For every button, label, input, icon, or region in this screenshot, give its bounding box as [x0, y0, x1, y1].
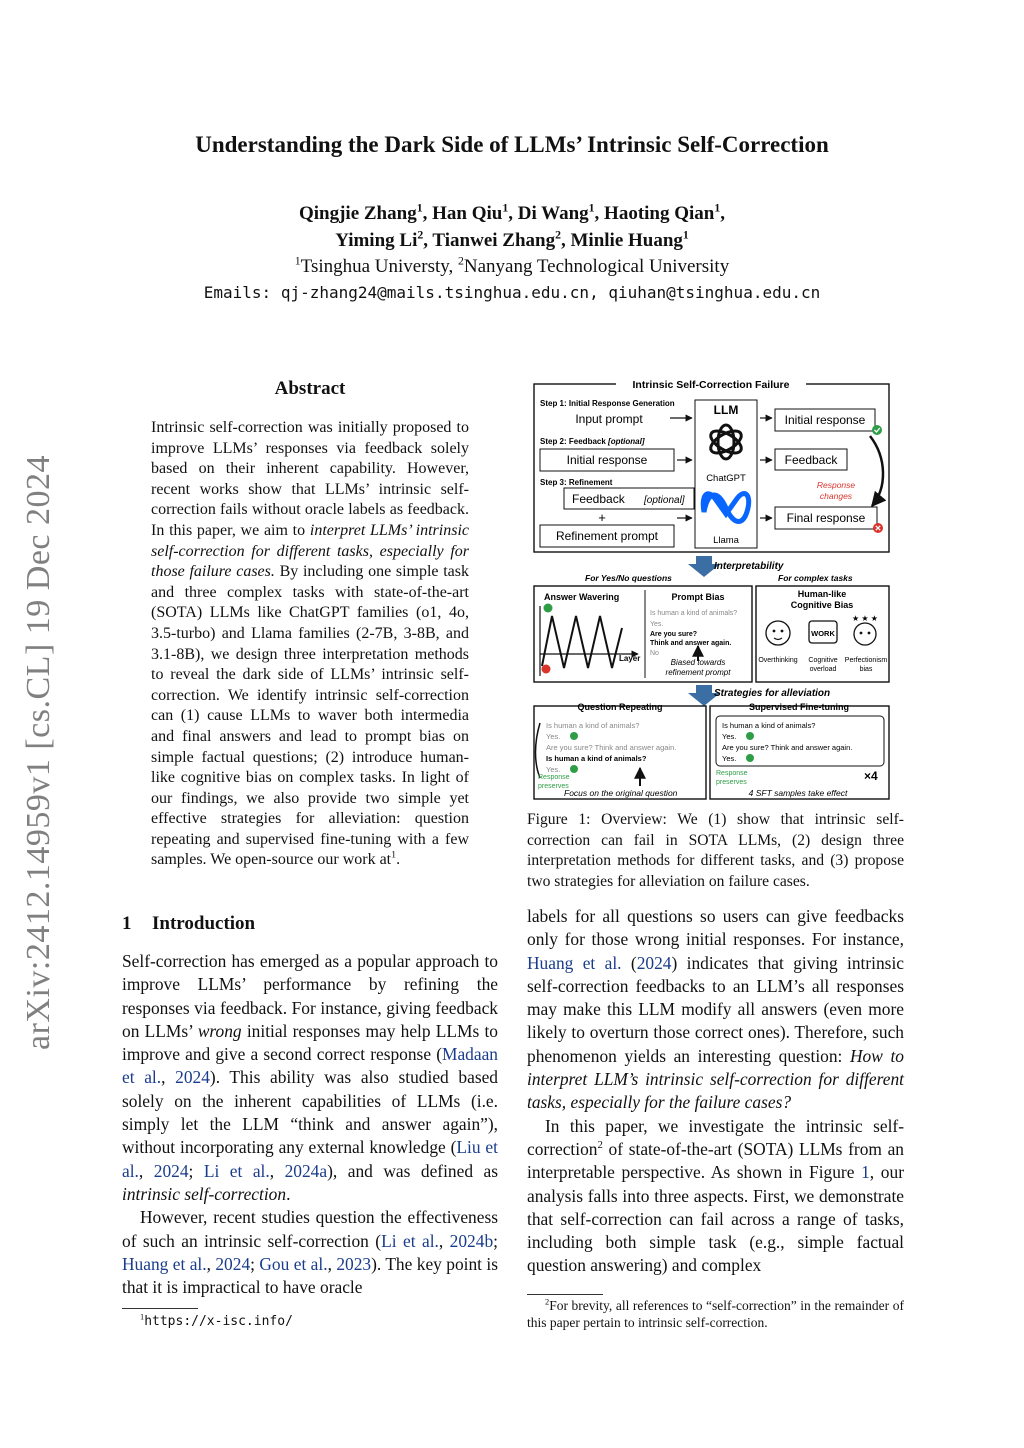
intro-left-column: [122, 950, 498, 1299]
paper-title: Understanding the Dark Side of LLMs’ Intrinsic Self-Correction: [195, 132, 829, 157]
line1-author-2: Di Wang: [517, 203, 589, 224]
line2-author-aff-1: 2: [555, 228, 561, 242]
abstract-heading: Abstract: [274, 378, 346, 399]
figure-1: [532, 378, 894, 803]
qr-check-icon-2: [570, 765, 578, 773]
affiliations: [0, 256, 1024, 278]
sft-sure: Are you sure? Think and answer again.: [722, 743, 853, 752]
qr-preserves-1: Response: [538, 774, 570, 781]
affiliation-mark-1: 1: [294, 254, 301, 268]
sft-x4-label: ×4: [864, 769, 878, 783]
qr-sure: Are you sure? Think and answer again.: [546, 743, 677, 752]
line2-author-aff-0: 2: [417, 228, 424, 242]
prompt-bias-think: Think and answer again.: [650, 640, 732, 647]
initial-response-left-label: Initial response: [566, 453, 648, 467]
llm-label: LLM: [713, 403, 739, 417]
initial-response-right-label: Initial response: [784, 413, 866, 427]
citation-huang-2-year[interactable]: 2024: [636, 952, 672, 973]
strategies-label: Strategies for alleviation: [714, 688, 831, 699]
line1-author-sep-1: ,: [508, 203, 518, 224]
step2-label: Step 2: Feedback [optional]: [540, 437, 645, 446]
line1-author-1: Han Qiu: [432, 203, 503, 224]
qr-check-icon: [570, 732, 578, 740]
bias-label: bias: [859, 666, 873, 673]
intro-paragraph-3: labels for all questions so users can give feedbacks only for those wrong initial responses. For instance, Huang et al. (2024) indicates that giving intrinsic self-correction feedbacks to an LLM’s all responses may make this LLM modify all answers (even more likely to overturn those correct ones). Therefore, such phenomenon yields an interesting question: How to interpret LLM’s intrinsic self-correction for different tasks, especially for the failure cases?: [527, 906, 905, 1113]
llama-label: Llama: [713, 535, 739, 546]
question-repeating-title: Question Repeating: [577, 702, 663, 712]
footnote-1-url[interactable]: https://x-isc.info/: [144, 1314, 293, 1329]
line2-author-sep-1: ,: [560, 230, 571, 251]
feedback-right-label: Feedback: [784, 453, 838, 467]
line1-author-aff-3: 1: [714, 201, 721, 215]
abstract-text-a: Intrinsic self-correction was initially proposed to improve LLMs’ responses via feedback solely based on their inherent capability. However, recent works show that LLMs’ intrinsic self-correction fails without oracle labels as feedback. In this paper, we aim to: [151, 419, 469, 539]
abstract-footnote-mark[interactable]: 1: [391, 850, 397, 862]
footnote-2-mark: 2: [545, 1297, 550, 1307]
line2-author-0: Yiming Li: [335, 230, 418, 251]
cognitive-label: Cognitive: [808, 657, 838, 664]
line2-author-2: Minlie Huang: [570, 230, 683, 251]
arxiv-identifier: arXiv:2412.14959v1 [cs.CL] 19 Dec 2024: [20, 454, 57, 1050]
author-line-2: [0, 230, 1024, 252]
overload-label: overload: [809, 666, 837, 673]
overthinking-label: Overthinking: [758, 657, 798, 664]
footnote-1-mark: 1: [140, 1312, 145, 1322]
feedback-optional-label: [optional]: [644, 495, 685, 506]
plus-sign: +: [598, 510, 606, 525]
abstract-body: [151, 418, 469, 871]
line1-author-3: Haoting Qian: [604, 203, 715, 224]
qr-yes: Yes.: [546, 732, 561, 741]
footnote-2-text: For brevity, all references to “self-correction” in the remainder of this paper pertain to intrinsic self-correction.: [527, 1298, 904, 1330]
figure-1-diagram: [532, 378, 894, 803]
qr-question: Is human a kind of animals?: [546, 721, 640, 730]
response-changes-label-1: Response: [816, 480, 856, 490]
wavering-check-icon: [544, 604, 553, 613]
line2-author-1: Tianwei Zhang: [432, 230, 556, 251]
figure-1-ref[interactable]: 1: [861, 1162, 870, 1183]
work-icon-label: WORK: [811, 629, 835, 638]
affiliation-mark-2: 2: [458, 254, 464, 268]
answer-wavering-title: Answer Wavering: [544, 592, 620, 602]
perfectionism-label: Perfectionism: [844, 657, 888, 664]
citation-li-a-year[interactable]: 2024a: [284, 1160, 328, 1181]
input-prompt-label: Input prompt: [575, 412, 643, 426]
footnote-rule-right: [527, 1294, 603, 1295]
citation-madaan-year[interactable]: 2024: [175, 1067, 210, 1088]
affiliation-tsinghua: Tsinghua Universty,: [300, 256, 459, 277]
complex-tasks-label: For complex tasks: [778, 573, 853, 583]
author-line-1: [0, 203, 1024, 225]
sft-effect-label: 4 SFT samples take effect: [748, 788, 848, 798]
line1-author-aff-2: 1: [588, 201, 595, 215]
section-number: 1: [122, 913, 132, 934]
citation-liu[interactable]: Liu et al.: [122, 1137, 498, 1181]
intro-paragraph-2: However, recent studies question the effectiveness of such an intrinsic self-correction (Li et al., 2024b; Huang et al., 2024; Gou et al., 2023). The key point is that it is impractical to have oracle: [122, 1207, 498, 1298]
biased-towards-label: Biased towards: [670, 658, 726, 667]
citation-huang[interactable]: Huang et al.: [122, 1253, 207, 1274]
step3-label: Step 3: Refinement: [540, 478, 613, 487]
citation-gou[interactable]: Gou et al.: [259, 1253, 328, 1274]
line2-author-sep-0: ,: [423, 230, 433, 251]
sft-check-icon: [746, 732, 754, 740]
abstract-text-b: By including one simple task and three complex tasks with state-of-the-art (SOTA) LLMs like ChatGPT families (o1, 4o, 3.5-turbo) and Llama families (2-7B, 3-8B, and 3.1-8B), we design three interpretation methods to reveal the dark side of LLMs’ intrinsic self-correction. We identify intrinsic self-correction can (1) cause LLMs to waver both intermedia and final answers and lead to prompt bias on simple factual questions; (2) introduce human-like cognitive bias on complex tasks. In light of our findings, we also provide two simple yet effective strategies for alleviation: question repeating and supervised fine-tuning with a few samples. We open-source our work at: [151, 563, 469, 869]
intro-paragraph-1: Self-correction has emerged as a popular approach to improve LLMs’ performance by refining the responses via feedback. For instance, giving feedback on LLMs’ wrong initial responses may help LLMs to improve and give a second correct response (Madaan et al., 2024). This ability was also studied based solely on the inherent capabilities of LLMs (i.e. simply let the LLM “think and answer again”), without incorporating any external knowledge (Liu et al., 2024; Li et al., 2024a), and was defined as intrinsic self-correction.: [122, 951, 499, 1204]
prompt-bias-no: No: [650, 650, 659, 657]
footnote-2: [527, 1297, 904, 1331]
final-response-label: Final response: [786, 511, 866, 525]
human-like-title-1: Human-like: [797, 589, 847, 599]
citation-madaan[interactable]: Madaan et al.: [122, 1044, 498, 1088]
yes-no-label: For Yes/No questions: [585, 573, 672, 583]
footnote-1: [140, 1312, 293, 1330]
footnote-2-ref[interactable]: 2: [597, 1139, 603, 1152]
citation-li-a[interactable]: Li et al.: [203, 1160, 270, 1181]
line1-author-0: Qingjie Zhang: [298, 203, 417, 224]
sft-preserves-1: Response: [716, 770, 748, 777]
citation-liu-year[interactable]: 2024: [153, 1160, 189, 1181]
citation-li-b[interactable]: Li et al.: [381, 1230, 439, 1251]
prompt-bias-question: Is human a kind of animals?: [650, 610, 738, 617]
author-emails: Emails: qj-zhang24@mails.tsinghua.edu.cn, qiuhan@tsinghua.edu.cn: [203, 283, 821, 302]
affiliation-ntu: Nanyang Technological University: [463, 256, 730, 277]
sft-title: Supervised Fine-tuning: [748, 702, 850, 712]
human-like-title-2: Cognitive Bias: [790, 600, 854, 610]
prompt-bias-yes: Yes.: [650, 621, 664, 628]
citation-huang-year[interactable]: 2024: [215, 1253, 251, 1274]
qr-focus-label: Focus on the original question: [564, 788, 678, 798]
section-title: Introduction: [152, 913, 256, 934]
line1-author-sep-3: ,: [720, 203, 726, 224]
layer-axis-label: Layer: [619, 654, 641, 663]
sft-check-icon-2: [746, 754, 754, 762]
interpretability-label: Interpretability: [714, 561, 784, 572]
citation-gou-year[interactable]: 2023: [336, 1253, 372, 1274]
failure-panel-title: Intrinsic Self-Correction Failure: [632, 379, 790, 391]
footnote-rule-left: [122, 1308, 198, 1309]
line2-author-aff-2: 1: [682, 228, 689, 242]
line1-author-sep-0: ,: [422, 203, 433, 224]
chatgpt-label: ChatGPT: [706, 473, 746, 484]
sft-preserves-2: preserves: [716, 779, 747, 786]
prompt-bias-title: Prompt Bias: [671, 592, 725, 602]
line1-author-aff-1: 1: [502, 201, 509, 215]
wavering-cross-icon: [542, 665, 551, 674]
refinement-prompt-bias-label: refinement prompt: [665, 668, 731, 677]
abstract-text-end: .: [396, 851, 401, 869]
feedback-left-label: Feedback: [572, 492, 625, 506]
sft-yes: Yes.: [722, 732, 737, 741]
citation-li-b-year[interactable]: 2024b: [449, 1230, 494, 1251]
section-heading-introduction: [122, 913, 255, 935]
qr-repeat-question: Is human a kind of animals?: [546, 754, 647, 763]
intro-right-column: [527, 905, 904, 1278]
intro-paragraph-4: In this paper, we investigate the intrinsic self-correction$^2$ of state-of-the-art (SOTA) LLMs from an interpretable perspective. As shown in Figure 1, our analysis falls into three aspects. First, we demonstrate that self-correction can fail across a range of tasks, including both simple task (e.g., simple factual question answering) and complex: [527, 1115, 904, 1276]
qr-preserves-2: preserves: [538, 783, 569, 790]
figure-1-caption: Figure 1: Overview: We (1) show that intrinsic self-correction can fail in SOTA LLMs, (2) design three interpretation methods for different tasks, and (3) propose two strategies for alleviation on failure cases.: [527, 811, 904, 890]
line1-author-sep-2: ,: [594, 203, 605, 224]
stars-icon: ★ ★ ★: [852, 614, 878, 623]
abstract-text-italic: interpret LLMs’ intrinsic self-correction for different tasks, especially for those failure cases.: [151, 521, 469, 581]
sft-yes-2: Yes.: [722, 754, 737, 763]
prompt-bias-sure: Are you sure?: [650, 631, 698, 638]
citation-huang-2[interactable]: Huang et al.: [527, 952, 622, 973]
response-changes-label-2: changes: [819, 491, 853, 501]
line1-author-aff-0: 1: [416, 201, 423, 215]
qr-yes-2: Yes.: [546, 765, 561, 774]
step1-label: Step 1: Initial Response Generation: [540, 399, 675, 408]
correct-check-icon: [872, 425, 882, 435]
refinement-prompt-label: Refinement prompt: [555, 529, 659, 543]
sft-question: Is human a kind of animals?: [722, 721, 816, 730]
